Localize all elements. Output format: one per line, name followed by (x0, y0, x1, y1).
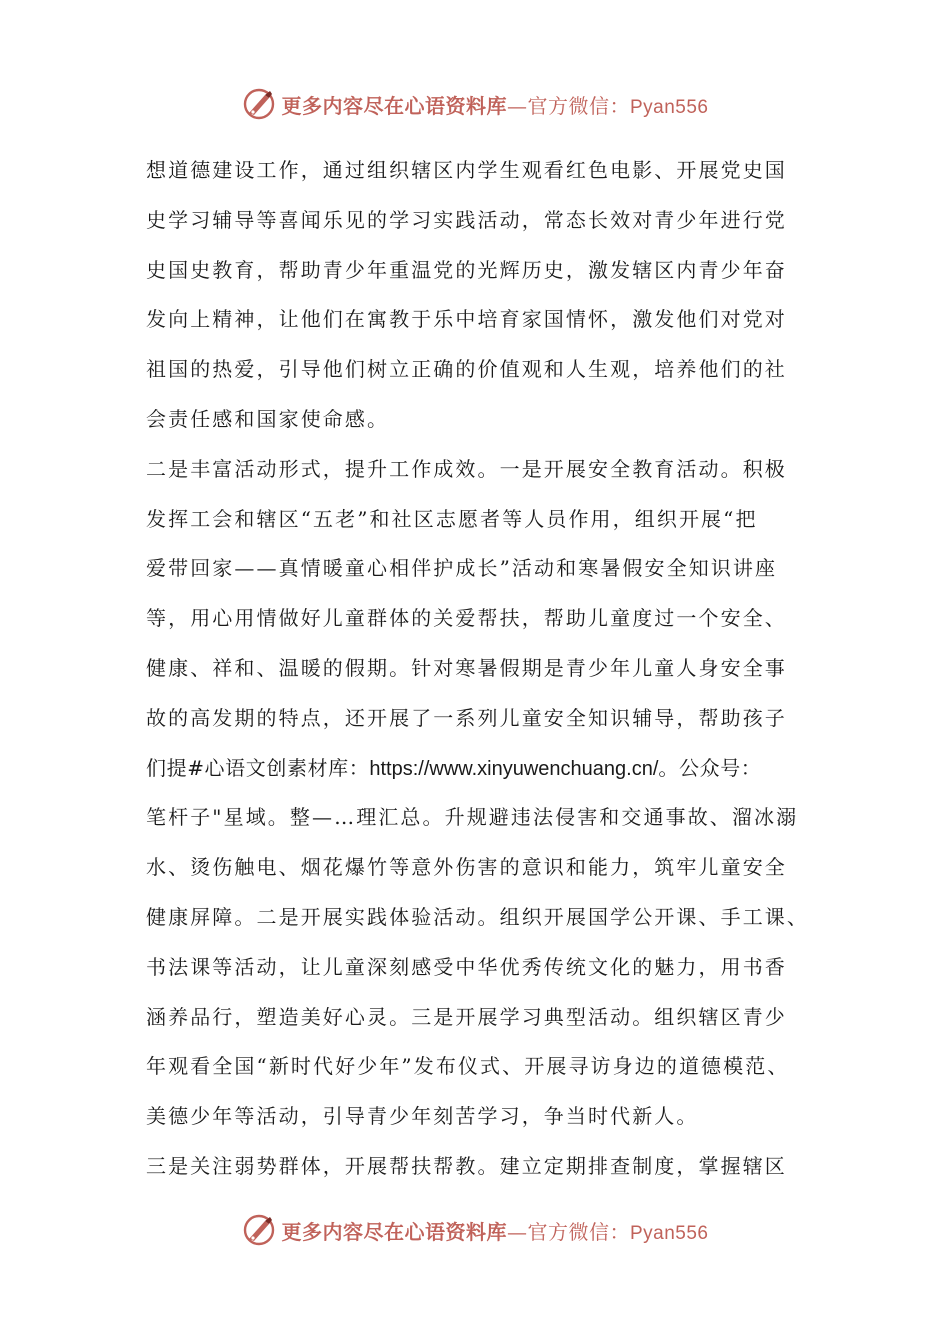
header-text (281, 90, 708, 119)
website-link[interactable]: https://www.xinyuwenchuang.cn/ (369, 757, 659, 780)
footer-wechat-id: Pyan556 (629, 1222, 709, 1244)
body-line: 年观看全国“新时代好少年”发布仪式、开展寻访身边的道德模范、 (146, 1054, 790, 1079)
body-line: 等，用心用情做好儿童群体的关爱帮扶，帮助儿童度过一个安全、 (146, 606, 787, 631)
footer-banner (0, 1210, 950, 1250)
body-line: 笔杆子"星域。整—…理汇总。升规避违法侵害和交通事故、溜冰溺 (146, 805, 799, 830)
pen-nib-logo-icon (241, 86, 277, 122)
footer-wechat-label: 官方微信： (527, 1219, 630, 1244)
body-line: 祖国的热爱，引导他们树立正确的价值观和人生观，培养他们的社 (146, 357, 787, 382)
document-body (146, 146, 816, 1192)
body-line: 水、烫伤触电、烟花爆竹等意外伤害的意识和能力，筑牢儿童安全 (146, 855, 787, 880)
body-line: 三是关注弱势群体，开展帮扶帮教。建立定期排查制度，掌握辖区 (146, 1153, 787, 1178)
header-brand: 更多内容尽在心语资料库 (281, 93, 507, 118)
body-line: 史国史教育，帮助青少年重温党的光辉历史，激发辖区内青少年奋 (146, 257, 787, 282)
header-separator: — (506, 93, 528, 118)
footer-brand: 更多内容尽在心语资料库 (281, 1219, 507, 1244)
header-banner (0, 84, 950, 124)
body-line: 健康、祥和、温暖的假期。针对寒暑假期是青少年儿童人身安全事 (146, 655, 787, 680)
header-wechat-label: 官方微信： (527, 93, 630, 118)
body-line: 二是丰富活动形式，提升工作成效。一是开展安全教育活动。积极 (146, 456, 787, 481)
body-line: 史学习辅导等喜闻乐见的学习实践活动，常态长效对青少年进行党 (146, 207, 787, 232)
pen-nib-logo-icon (241, 1212, 277, 1248)
footer-separator: — (506, 1219, 528, 1244)
body-line: 故的高发期的特点，还开展了一系列儿童安全知识辅导，帮助孩子 (146, 705, 787, 730)
body-line: 想道德建设工作，通过组织辖区内学生观看红色电影、开展党史国 (146, 158, 787, 182)
body-line: 会责任感和国家使命感。 (146, 406, 390, 431)
line-suffix: 。公众号： (658, 755, 762, 780)
body-line: 发向上精神，让他们在寓教于乐中培育家国情怀，激发他们对党对 (146, 307, 787, 332)
body-line: 涵养品行，塑造美好心灵。三是开展学习典型活动。组织辖区青少 (146, 1004, 787, 1029)
body-line: 爱带回家——真情暖童心相伴护成长”活动和寒暑假安全知识讲座 (146, 556, 778, 581)
body-line-with-url (146, 744, 816, 794)
body-line: 美德少年等活动，引导青少年刻苦学习，争当时代新人。 (146, 1104, 699, 1129)
body-line: 健康屏障。二是开展实践体验活动。组织开展国学公开课、手工课、 (146, 904, 809, 929)
body-line: 书法课等活动，让儿童深刻感受中华优秀传统文化的魅力，用书香 (146, 954, 787, 979)
footer-text (281, 1216, 708, 1245)
header-wechat-id: Pyan556 (629, 96, 709, 118)
body-line: 发挥工会和辖区“五老”和社区志愿者等人员作用，组织开展“把 (146, 506, 758, 531)
line-prefix: 们提#心语文创素材库： (146, 755, 370, 780)
